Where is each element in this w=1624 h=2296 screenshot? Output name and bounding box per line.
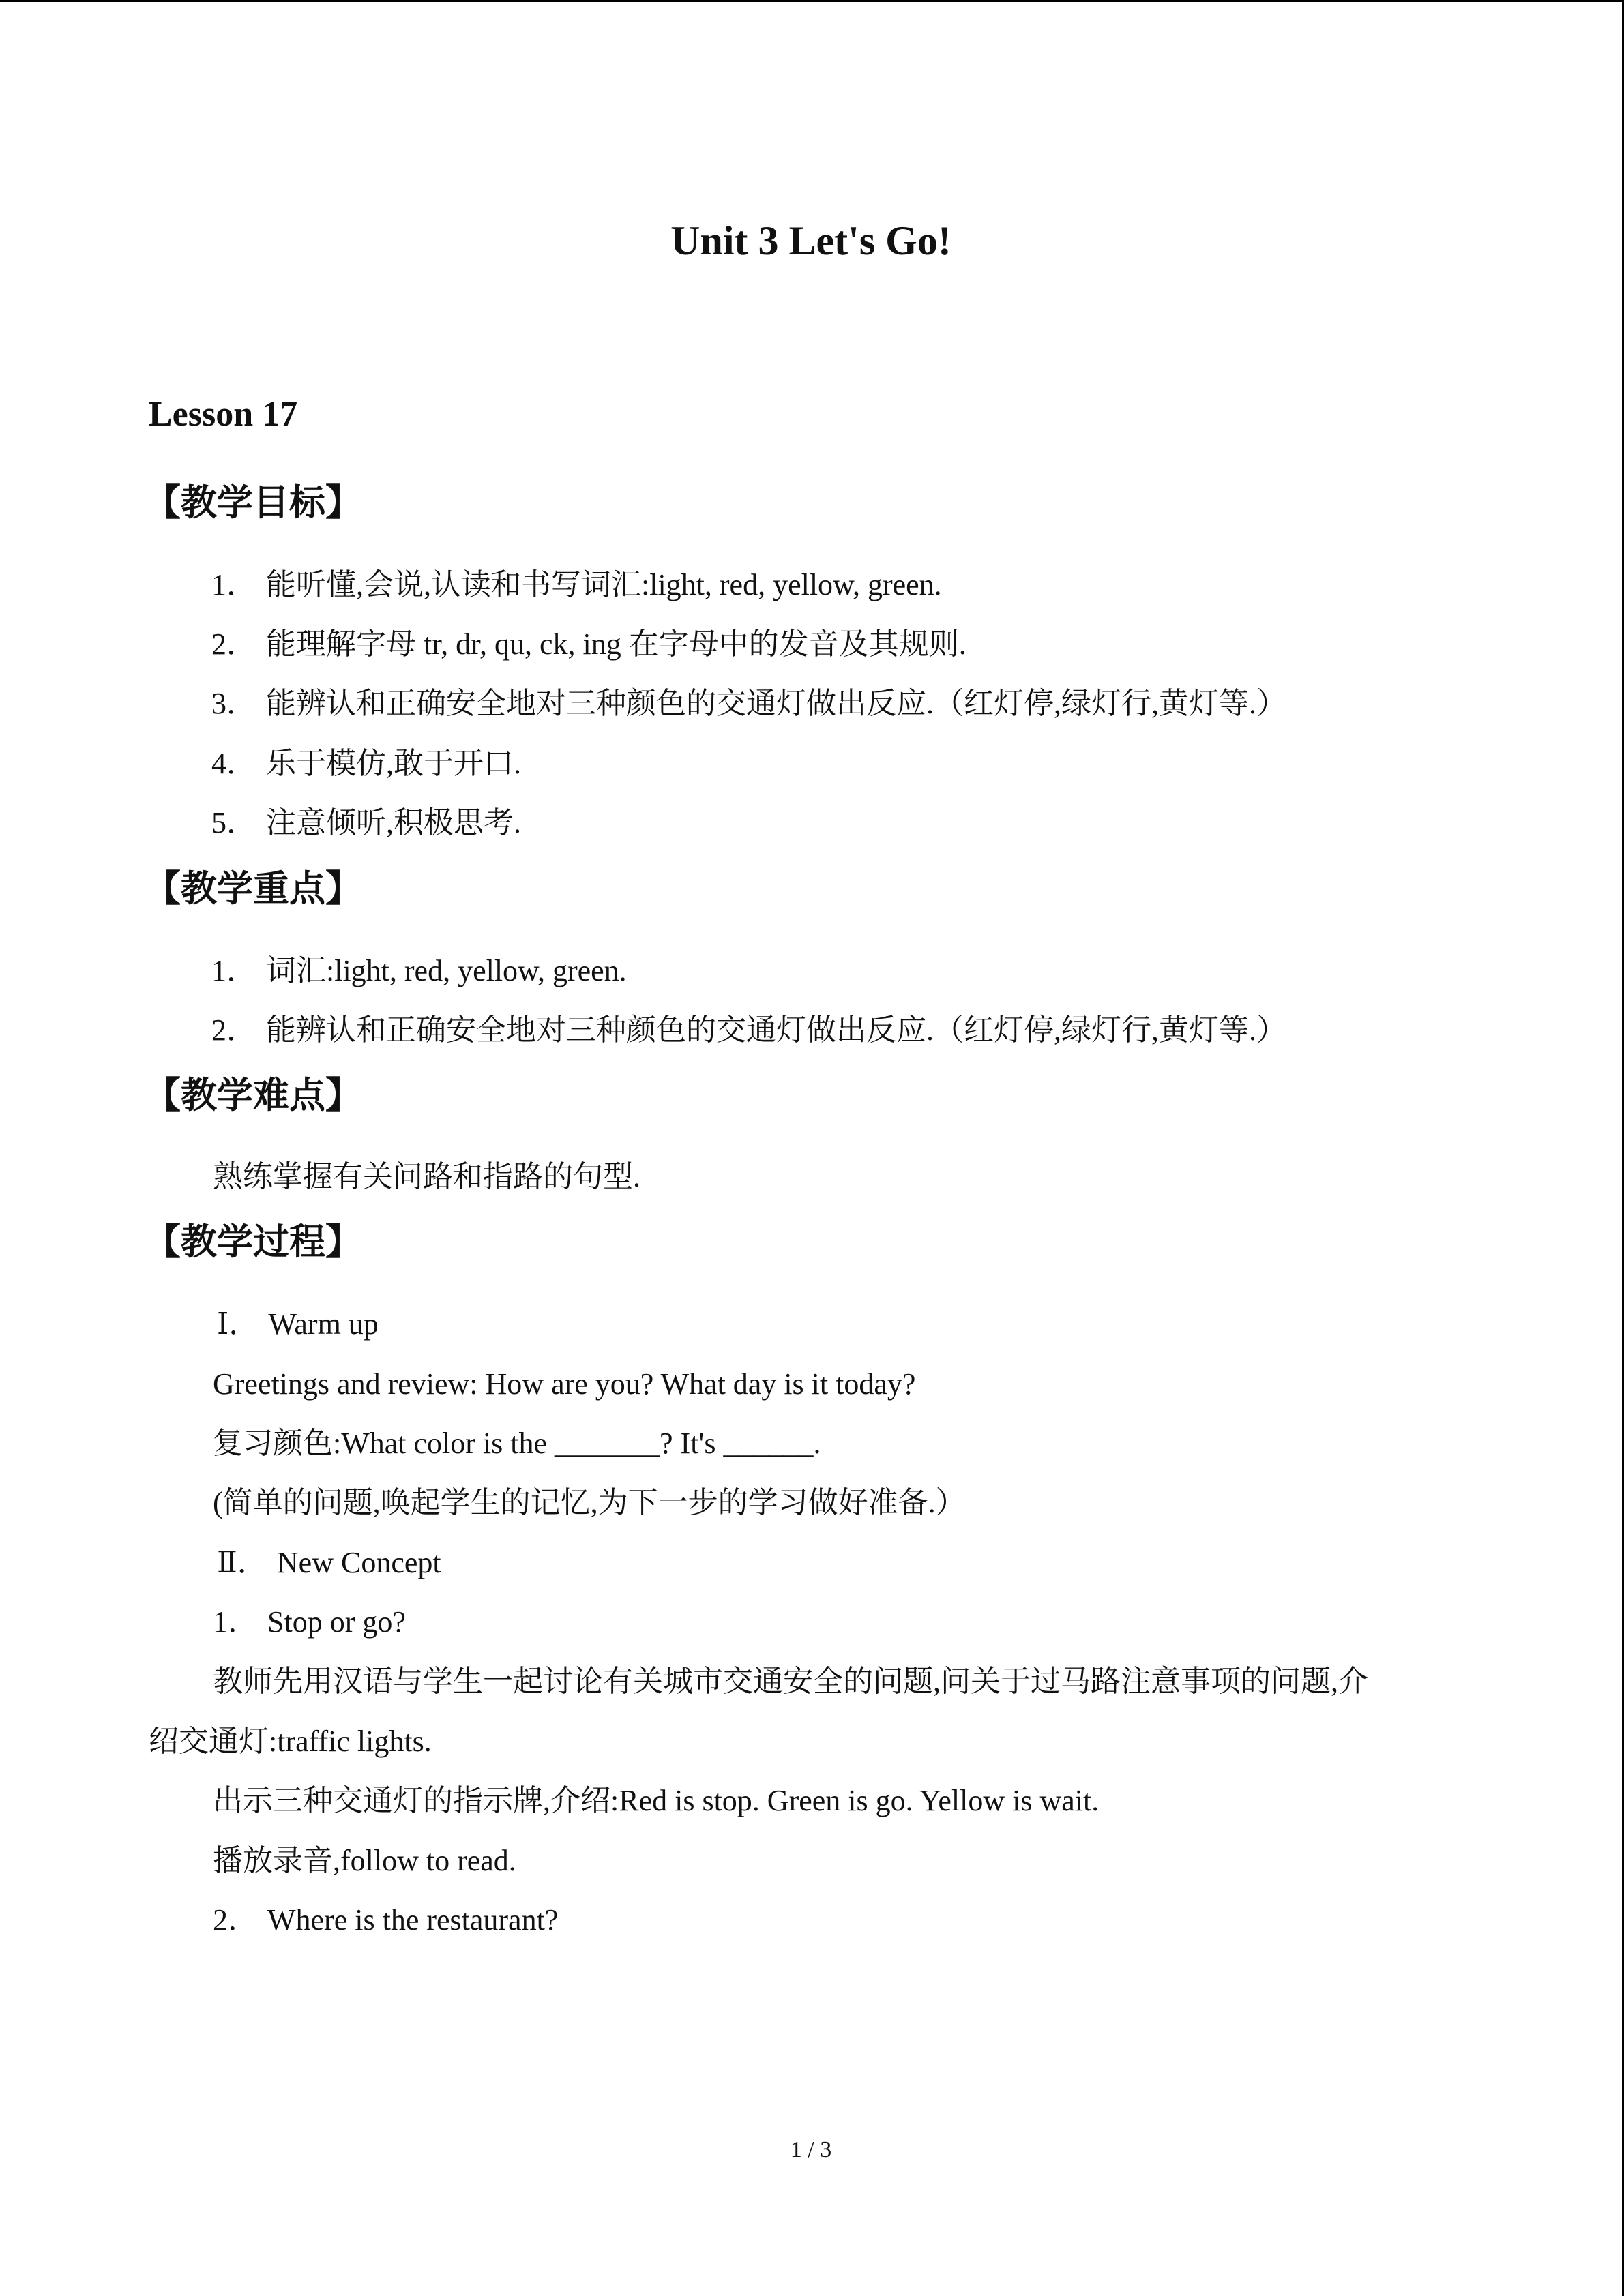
key-point-text: 能辨认和正确安全地对三种颜色的交通灯做出反应.（红灯停,绿灯行,黄灯等.） bbox=[266, 1013, 1286, 1047]
objective-number: 5． bbox=[211, 806, 256, 839]
review-colors-line: 复习颜色:What color is the _______? It's ______. bbox=[213, 1427, 821, 1460]
step-text: New Concept bbox=[276, 1546, 441, 1579]
document-title: Unit 3 Let's Go! bbox=[670, 218, 951, 263]
objective-text: 能听懂,会说,认读和书写词汇:light, red, yellow, green. bbox=[266, 568, 942, 601]
objective-number: 4． bbox=[211, 747, 256, 780]
sub-step-text: Where is the restaurant? bbox=[267, 1903, 559, 1937]
teacher-line: 教师先用汉语与学生一起讨论有关城市交通安全的问题,问关于过马路注意事项的问题,介 bbox=[213, 1665, 1368, 1698]
sub-step bbox=[213, 1602, 406, 1643]
objectives-heading: 【教学目标】 bbox=[145, 482, 361, 524]
key-point-number: 1． bbox=[211, 954, 256, 987]
step-text: Warm up bbox=[268, 1307, 379, 1341]
key-point-number: 2． bbox=[211, 1013, 256, 1047]
objective-item bbox=[211, 803, 521, 844]
key-point-item bbox=[211, 951, 627, 992]
sub-step-number: 2． bbox=[213, 1903, 258, 1937]
show-signs-line: 出示三种交通灯的指示牌,介绍:Red is stop. Green is go. Yellow is wait. bbox=[213, 1784, 1099, 1817]
teacher-line-continued: 绍交通灯:traffic lights. bbox=[149, 1725, 432, 1758]
process-heading: 【教学过程】 bbox=[145, 1221, 361, 1263]
objective-item bbox=[211, 743, 521, 784]
objective-text: 注意倾听,积极思考. bbox=[266, 806, 521, 839]
objective-text: 能辨认和正确安全地对三种颜色的交通灯做出反应.（红灯停,绿灯行,黄灯等.） bbox=[266, 687, 1286, 720]
sub-step-text: Stop or go? bbox=[267, 1605, 406, 1639]
key-point-item bbox=[211, 1010, 1286, 1051]
page-number: 1 / 3 bbox=[790, 2137, 832, 2162]
step-number: Ⅱ． bbox=[217, 1546, 267, 1579]
greetings-line: Greetings and review: How are you? What day is it today? bbox=[213, 1367, 916, 1401]
objective-number: 3． bbox=[211, 687, 256, 720]
difficulties-heading: 【教学难点】 bbox=[145, 1075, 361, 1116]
objective-item bbox=[211, 683, 1286, 724]
play-tape-line: 播放录音,follow to read. bbox=[213, 1844, 516, 1877]
sub-step bbox=[213, 1900, 558, 1941]
new-concept-step bbox=[217, 1542, 441, 1583]
objective-text: 能理解字母 tr, dr, qu, ck, ing 在字母中的发音及其规则. bbox=[266, 627, 966, 661]
objective-number: 2． bbox=[211, 627, 256, 661]
lesson-label: Lesson 17 bbox=[149, 395, 298, 434]
key-points-heading: 【教学重点】 bbox=[145, 868, 361, 910]
objective-number: 1． bbox=[211, 568, 256, 601]
step-number: Ⅰ． bbox=[217, 1307, 259, 1341]
key-point-text: 词汇:light, red, yellow, green. bbox=[266, 954, 627, 987]
difficulties-text: 熟练掌握有关问路和指路的句型. bbox=[213, 1160, 640, 1193]
objective-item bbox=[211, 624, 966, 665]
objective-item bbox=[211, 565, 942, 606]
warm-up-step bbox=[217, 1304, 379, 1345]
sub-step-number: 1． bbox=[213, 1605, 258, 1639]
objective-text: 乐于模仿,敢于开口. bbox=[266, 747, 521, 780]
note-line: (简单的问题,唤起学生的记忆,为下一步的学习做好准备.） bbox=[213, 1486, 966, 1519]
